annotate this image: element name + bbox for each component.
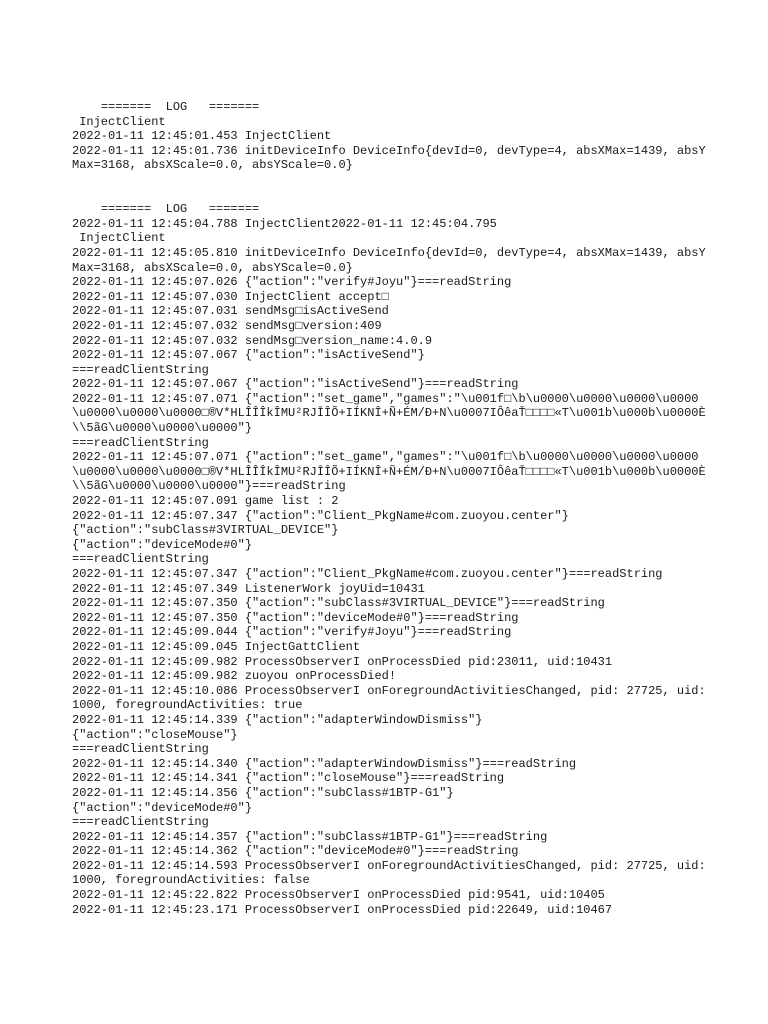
log-line: 2022-01-11 12:45:09.982 ProcessObserverI onProcessDied pid:23011, uid:10431: [72, 654, 613, 669]
log-body: [72, 100, 712, 917]
log-line: 2022-01-11 12:45:07.067 {"action":"isActiveSend"}: [72, 348, 425, 363]
log-line: 2022-01-11 12:45:14.357 {"action":"subClass#1BTP-G1"}===readString: [72, 829, 548, 844]
log-line: {"action":"subClass#3VIRTUAL_DEVICE"}: [72, 523, 339, 538]
log-line: 2022-01-11 12:45:14.339 {"action":"adapterWindowDismiss"}: [72, 712, 483, 727]
log-line: 2022-01-11 12:45:07.067 {"action":"isActiveSend"}===readString: [72, 377, 519, 392]
log-line: 2022-01-11 12:45:07.030 InjectClient accept□: [72, 289, 389, 304]
log-line: 2022-01-11 12:45:14.340 {"action":"adapterWindowDismiss"}===readString: [72, 756, 577, 771]
log-line: 2022-01-11 12:45:07.350 {"action":"subClass#3VIRTUAL_DEVICE"}===readString: [72, 596, 605, 611]
log-line: 2022-01-11 12:45:09.044 {"action":"verify#Joyu"}===readString: [72, 625, 512, 640]
log-line: 2022-01-11 12:45:09.982 zuoyou onProcessDied!: [72, 669, 397, 684]
log-line: [72, 188, 712, 203]
log-line: {"action":"deviceMode#0"}: [72, 537, 253, 552]
log-line: ===readClientString: [72, 552, 209, 567]
log-line: ======= LOG =======: [72, 100, 260, 114]
log-line: 2022-01-11 12:45:07.032 sendMsg□version_name:4.0.9: [72, 333, 433, 348]
log-line: 2022-01-11 12:45:22.822 ProcessObserverI onProcessDied pid:9541, uid:10405: [72, 888, 605, 903]
log-line: 2022-01-11 12:45:07.350 {"action":"deviceMode#0"}===readString: [72, 610, 519, 625]
log-line: 2022-01-11 12:45:14.362 {"action":"deviceMode#0"}===readString: [72, 844, 519, 859]
log-line: {"action":"closeMouse"}: [72, 727, 238, 742]
log-line: 2022-01-11 12:45:09.045 InjectGattClient: [72, 639, 361, 654]
log-line: 2022-01-11 12:45:01.453 InjectClient: [72, 129, 332, 144]
log-line: 2022-01-11 12:45:07.026 {"action":"verify#Joyu"}===readString: [72, 275, 512, 290]
log-line: InjectClient: [72, 231, 166, 246]
log-line: 2022-01-11 12:45:07.347 {"action":"Client_PkgName#com.zuoyou.center"}===readString: [72, 567, 663, 581]
log-line: 2022-01-11 12:45:10.086 ProcessObserverI onForegroundActivitiesChanged, pid: 27725, uid: 1000, foregroundActivities: true: [72, 683, 713, 713]
log-line: InjectClient: [72, 114, 166, 129]
log-document: [72, 100, 712, 917]
log-line: ===readClientString: [72, 435, 209, 450]
log-line: 2022-01-11 12:45:23.171 ProcessObserverI onProcessDied pid:22649, uid:10467: [72, 902, 613, 917]
log-line: 2022-01-11 12:45:05.810 initDeviceInfo DeviceInfo{devId=0, devType=4, absXMax=1439, absYMax=3168, absXScale=0.0, absYScale=0.0}: [72, 245, 706, 275]
log-line: 2022-01-11 12:45:07.349 ListenerWork joyUid=10431: [72, 581, 425, 596]
log-line: 2022-01-11 12:45:07.071 {"action":"set_game","games":"\u001f□\b\u0000\u0000\u0000\u0000\u0000\u0000\u0000□®V*HLÎÎÎkÎMU²RJĪÎÕ+IÍKNÎ+Ñ+ÉM/Ð+N\u0007IÔêaŤ□□□□«T\u001b\u000b\u0000È\\5ãG\u0000\u0000\u0000"}: [72, 391, 706, 436]
log-line: 2022-01-11 12:45:07.031 sendMsg□isActiveSend: [72, 304, 389, 319]
log-line: ======= LOG =======: [72, 202, 260, 217]
log-line: ===readClientString: [72, 362, 209, 377]
log-line: 2022-01-11 12:45:07.347 {"action":"Client_PkgName#com.zuoyou.center"}: [72, 508, 569, 523]
log-line: 2022-01-11 12:45:07.032 sendMsg□version:409: [72, 318, 382, 333]
log-line: ===readClientString: [72, 742, 209, 757]
log-line: 2022-01-11 12:45:07.091 game list : 2: [72, 494, 339, 509]
log-line: {"action":"deviceMode#0"}: [72, 800, 253, 815]
log-line: 2022-01-11 12:45:04.788 InjectClient2022-01-11 12:45:04.795: [72, 216, 497, 231]
log-line: 2022-01-11 12:45:14.341 {"action":"closeMouse"}===readString: [72, 771, 505, 786]
log-line: ===readClientString: [72, 815, 209, 830]
log-line: 2022-01-11 12:45:01.736 initDeviceInfo DeviceInfo{devId=0, devType=4, absXMax=1439, absYMax=3168, absXScale=0.0, absYScale=0.0}: [72, 143, 706, 173]
log-line: 2022-01-11 12:45:07.071 {"action":"set_game","games":"\u001f□\b\u0000\u0000\u0000\u0000\u0000\u0000\u0000□®V*HLÎÎÎkÎMU²RJĪÎÕ+IÍKNÎ+Ñ+ÉM/Ð+N\u0007IÔêaŤ□□□□«T\u001b\u000b\u0000È\\5ãG\u0000\u0000\u0000"}===readString: [72, 450, 706, 494]
log-line: 2022-01-11 12:45:14.356 {"action":"subClass#1BTP-G1"}: [72, 785, 454, 800]
log-line: 2022-01-11 12:45:14.593 ProcessObserverI onForegroundActivitiesChanged, pid: 27725, uid: 1000, foregroundActivities: false: [72, 858, 713, 888]
log-line: [72, 173, 712, 188]
